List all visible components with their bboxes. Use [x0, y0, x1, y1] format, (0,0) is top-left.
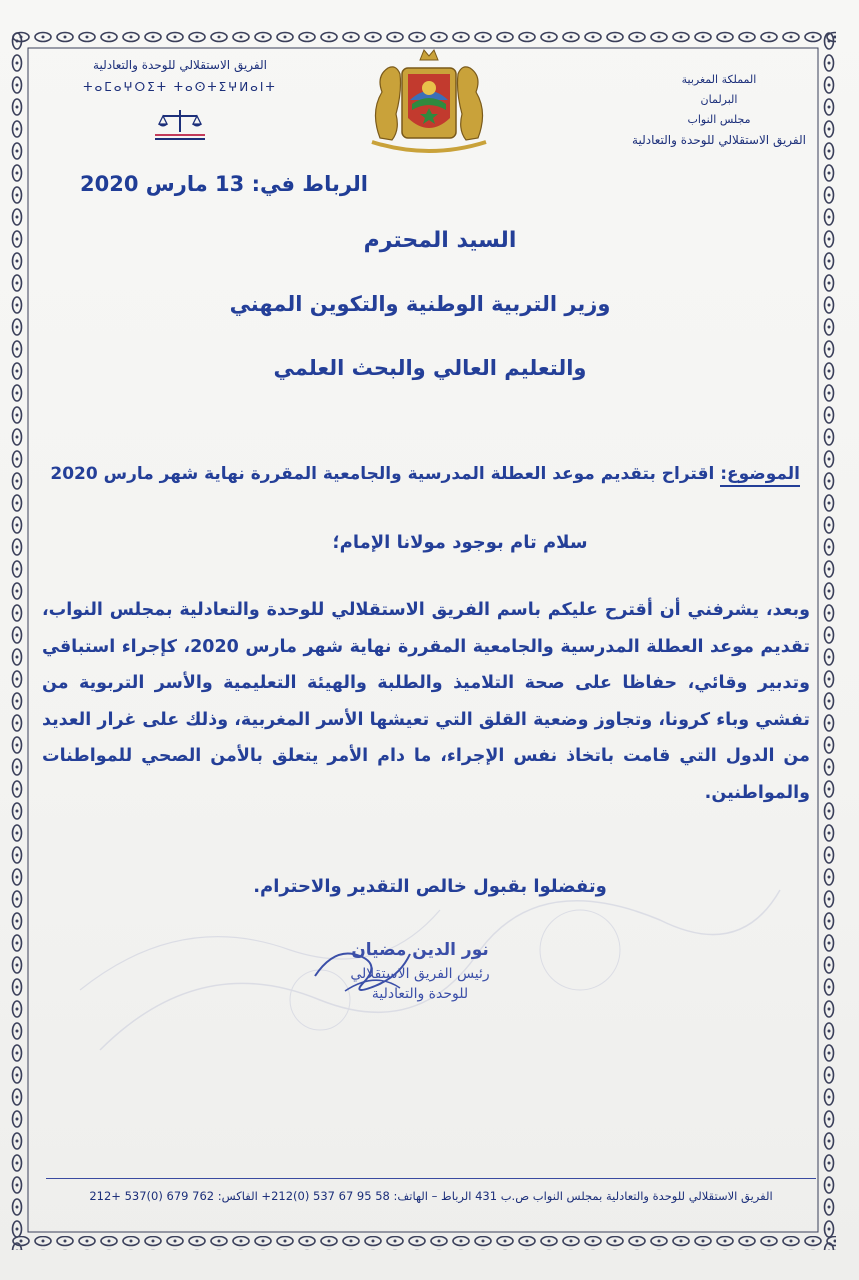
addressee-title: وزير التربية الوطنية والتكوين المهني — [229, 292, 611, 316]
tifinagh-group-name: ⵜⴰⵎⴰⵖⵔⵉⵜ ⵜⴰⵙⵜⵉⵖⵍⴰⵏⵜ — [83, 80, 277, 94]
moroccan-coat-of-arms-icon — [362, 42, 496, 154]
addressee-title-continued: والتعليم العالي والبحث العلمي — [273, 356, 587, 380]
scales-icon — [155, 108, 205, 142]
institution-letterhead — [619, 70, 819, 150]
kingdom-label: المملكة المغربية — [681, 73, 757, 86]
greeting: سلام تام بوجود مولانا الإمام؛ — [332, 532, 588, 553]
subject-line — [50, 464, 800, 484]
signatory-title: رئيس الفريق الاستقلالي — [350, 966, 490, 982]
subject-text: اقتراح بتقديم موعد العطلة المدرسية والجامعية المقررة نهاية شهر مارس 2020 — [50, 464, 715, 484]
group-letterhead — [80, 58, 280, 146]
handwritten-signature-icon — [305, 936, 425, 1006]
parliament-label: البرلمان — [700, 93, 738, 106]
letter-footer: الفريق الاستقلالي للوحدة والتعادلية بمجلس النواب ص.ب 431 الرباط – الهاتف: 58 95 67 537 (0)212+ الفاكس: 762 679 (0)537 +212 — [46, 1178, 816, 1203]
signatory-name: نور الدين مضيان — [351, 940, 489, 960]
signatory-group: للوحدة والتعادلية — [371, 986, 469, 1002]
addressee-salutation: السيد المحترم — [363, 228, 517, 253]
house-label: مجلس النواب — [687, 113, 751, 126]
group-label: الفريق الاستقلالي للوحدة والتعادلية — [632, 133, 806, 147]
letter-date: الرباط في: 13 مارس 2020 — [80, 172, 369, 196]
closing-line: وتفضلوا بقبول خالص التقدير والاحترام. — [253, 876, 607, 897]
group-name: الفريق الاستقلالي للوحدة والتعادلية — [93, 58, 267, 72]
letter-body: وبعد، يشرفني أن أقترح عليكم باسم الفريق الاستقلالي للوحدة والتعادلية بمجلس النواب، تقديم موعد العطلة المدرسية والجامعية المقررة نهاية شهر مارس 2020، كإجراء استباقي وتدبير وقائي، حفاظا على صحة التلاميذ والطلبة والهيئة التعليمية والأسر التربوية من تفشي وباء كرونا، وتجاوز وضعية القلق التي تعيشها الأسر المغربية، وذلك على غرار العديد من الدول التي قامت باتخاذ نفس الإجراء، ما دام الأمر يتعلق بالأمن الصحي للمواطنات والمواطنين. — [42, 600, 810, 803]
subject-label: الموضوع: — [720, 464, 800, 487]
